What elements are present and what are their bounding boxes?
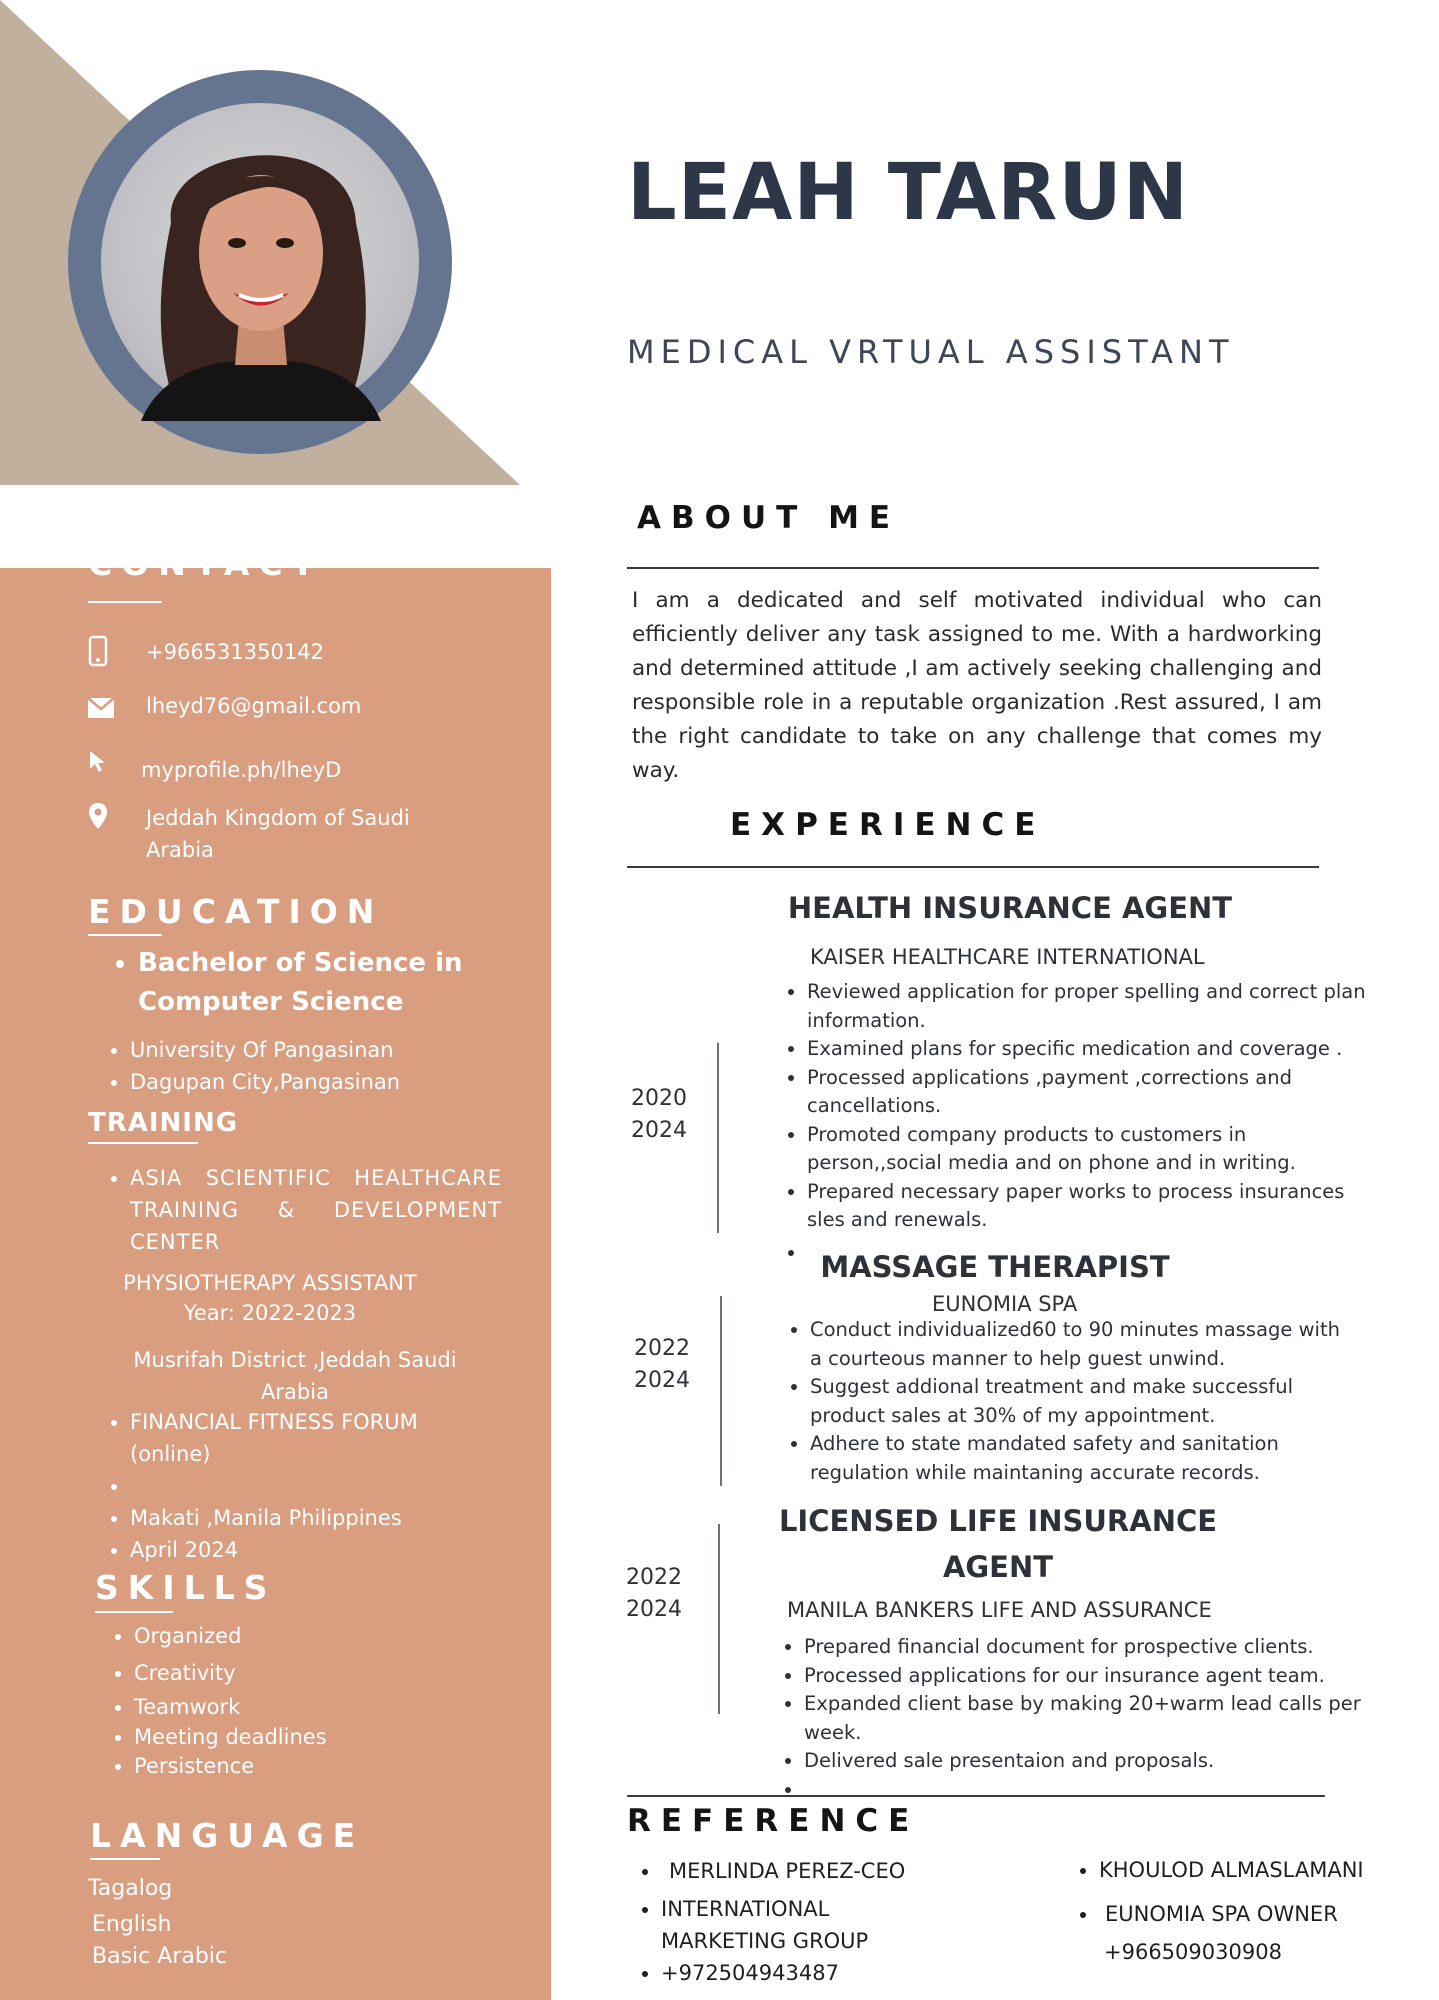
reference-title: REFERENCE (627, 1803, 920, 1839)
experience-divider (627, 866, 1319, 868)
language-title: LANGUAGE (90, 1816, 365, 1855)
job-year-end: 2024 (631, 1118, 687, 1143)
profile-photo (101, 103, 419, 421)
phone-icon (88, 636, 112, 666)
experience-title: EXPERIENCE (730, 807, 1046, 843)
language-item: English (92, 1912, 172, 1937)
left-sidebar (0, 544, 551, 2000)
job-years (634, 1333, 690, 1397)
job-title: MASSAGE THERAPIST (820, 1250, 1170, 1284)
applicant-name: LEAH TARUN (627, 148, 1189, 238)
training-forum-place: • Makati ,Manila Philippines (130, 1502, 490, 1534)
education-city: • Dagupan City,Pangasinan (130, 1066, 510, 1098)
job-title: HEALTH INSURANCE AGENT (787, 891, 1233, 925)
job-duty: • Processed applications ,payment ,corrections and cancellations. (807, 1064, 1367, 1121)
contact-title: CONTACT (88, 544, 324, 583)
contact-profile-link[interactable]: myprofile.ph/lheyD (141, 758, 342, 782)
job-title: LICENSED LIFE INSURANCE AGENT (778, 1504, 1218, 1584)
contact-email[interactable]: lheyd76@gmail.com (146, 694, 362, 718)
reference-phone[interactable]: • +972504943487 (661, 1957, 961, 1989)
portrait-illustration (101, 103, 419, 421)
job-duties (778, 1633, 1374, 1788)
training-center: • ASIA SCIENTIFIC HEALTHCARE TRAINING & DEVELOPMENT CENTER (130, 1162, 502, 1258)
reference-contact-name: • MERLINDA PEREZ-CEO (661, 1855, 961, 1887)
job-duties (784, 1316, 1350, 1487)
skills-list (104, 1620, 334, 1779)
job-duty: • Conduct individualized60 to 90 minutes massage with a courteous manner to help guest unwind. (810, 1316, 1350, 1373)
job-year-start: 2020 (631, 1086, 687, 1111)
education-school: • University Of Pangasinan (130, 1034, 510, 1066)
job-year-start: 2022 (626, 1565, 682, 1590)
job-role-subtitle: MEDICAL VRTUAL ASSISTANT (627, 333, 1235, 371)
training-title: TRAINING (88, 1108, 239, 1138)
skills-title: SKILLS (95, 1568, 277, 1607)
education-degree-list (108, 944, 498, 1022)
education-detail-list (100, 1034, 510, 1098)
reference-phone[interactable]: +966509030908 (1104, 1940, 1282, 1964)
training-place: Musrifah District ,Jeddah Saudi Arabia (133, 1348, 457, 1404)
timeline-line (720, 1296, 722, 1486)
contact-phone[interactable]: +966531350142 (146, 640, 324, 664)
training-forum: • FINANCIAL FITNESS FORUM (online) (130, 1406, 490, 1470)
reference-company: • INTERNATIONAL MARKETING GROUP (661, 1893, 961, 1957)
skills-underline (95, 1611, 173, 1613)
job-year-end: 2024 (626, 1597, 682, 1622)
job-duty (804, 1776, 1374, 1788)
skill-item: • Teamwork (134, 1693, 334, 1721)
education-degree: • Bachelor of Science in Computer Science (138, 944, 498, 1022)
about-divider (627, 567, 1319, 569)
language-item: Basic Arabic (92, 1944, 227, 1969)
job-duty: • Delivered sale presentaion and proposals. (804, 1747, 1374, 1776)
job-years (626, 1562, 682, 1626)
training-forum-list (100, 1406, 490, 1566)
language-underline (90, 1858, 160, 1860)
training-underline (88, 1142, 198, 1144)
skill-item: • Creativity (134, 1657, 334, 1689)
training-course-name: PHYSIOTHERAPY ASSISTANT (123, 1271, 417, 1295)
job-year-end: 2024 (634, 1368, 690, 1393)
skill-item: • Organized (134, 1620, 334, 1652)
training-blank-bullet (130, 1470, 490, 1502)
job-company: KAISER HEALTHCARE INTERNATIONAL (810, 945, 1205, 969)
job-years (631, 1083, 687, 1147)
job-duty: • Adhere to state mandated safety and sanitation regulation while maintaning accurate records. (810, 1430, 1350, 1487)
language-item: Tagalog (88, 1876, 173, 1901)
about-text: I am a dedicated and self motivated individual who can efficiently deliver any task assigned to me. With a hardworking and determined attitude ,I am actively seeking challenging and responsible role in a reputable organization .Rest assured, I am the right candidate to take on any challenge that comes my way. (632, 588, 1322, 783)
skill-item: • Persistence (134, 1753, 334, 1779)
location-pin-icon (88, 802, 112, 832)
job-company: EUNOMIA SPA (932, 1292, 1078, 1316)
education-underline (88, 934, 162, 936)
skill-item: • Meeting deadlines (134, 1721, 334, 1753)
reference-role: • EUNOMIA SPA OWNER (1099, 1898, 1439, 1930)
job-duty: • Promoted company products to customers in person,,social media and on phone and in writing. (807, 1121, 1367, 1178)
cursor-icon (88, 750, 112, 780)
job-duty: • Prepared necessary paper works to process insurances sles and renewals. (807, 1178, 1367, 1235)
job-duty: • Suggest addional treatment and make successful product sales at 30% of my appointment. (810, 1373, 1350, 1430)
training-course (100, 1268, 440, 1328)
job-company: MANILA BANKERS LIFE AND ASSURANCE (787, 1598, 1212, 1622)
about-title: ABOUT ME (637, 500, 901, 536)
mail-icon (88, 698, 112, 728)
timeline-line (718, 1524, 720, 1714)
job-year-start: 2022 (634, 1336, 690, 1361)
education-title: EDUCATION (88, 892, 384, 931)
job-duty: • Expanded client base by making 20+warm lead calls per week. (804, 1690, 1374, 1747)
reference-right-list (1065, 1854, 1439, 1930)
job-duty: • Prepared financial document for prospective clients. (804, 1633, 1374, 1662)
job-duty: • Reviewed application for proper spelling and correct plan information. (807, 978, 1367, 1035)
reference-left-list (627, 1855, 961, 1989)
job-duty: • Examined plans for specific medication and coverage . (807, 1035, 1367, 1064)
reference-contact-name: • KHOULOD ALMASLAMANI (1099, 1854, 1439, 1886)
training-forum-date: • April 2024 (130, 1534, 490, 1566)
contact-location: Jeddah Kingdom of Saudi Arabia (146, 806, 410, 862)
training-year: Year: 2022-2023 (183, 1301, 357, 1325)
training-center-list (100, 1162, 502, 1258)
job-duty: • Processed applications for our insurance agent team. (804, 1662, 1374, 1691)
reference-divider (627, 1795, 1325, 1797)
timeline-line (717, 1043, 719, 1233)
job-duties (781, 978, 1367, 1267)
contact-underline (88, 601, 162, 603)
